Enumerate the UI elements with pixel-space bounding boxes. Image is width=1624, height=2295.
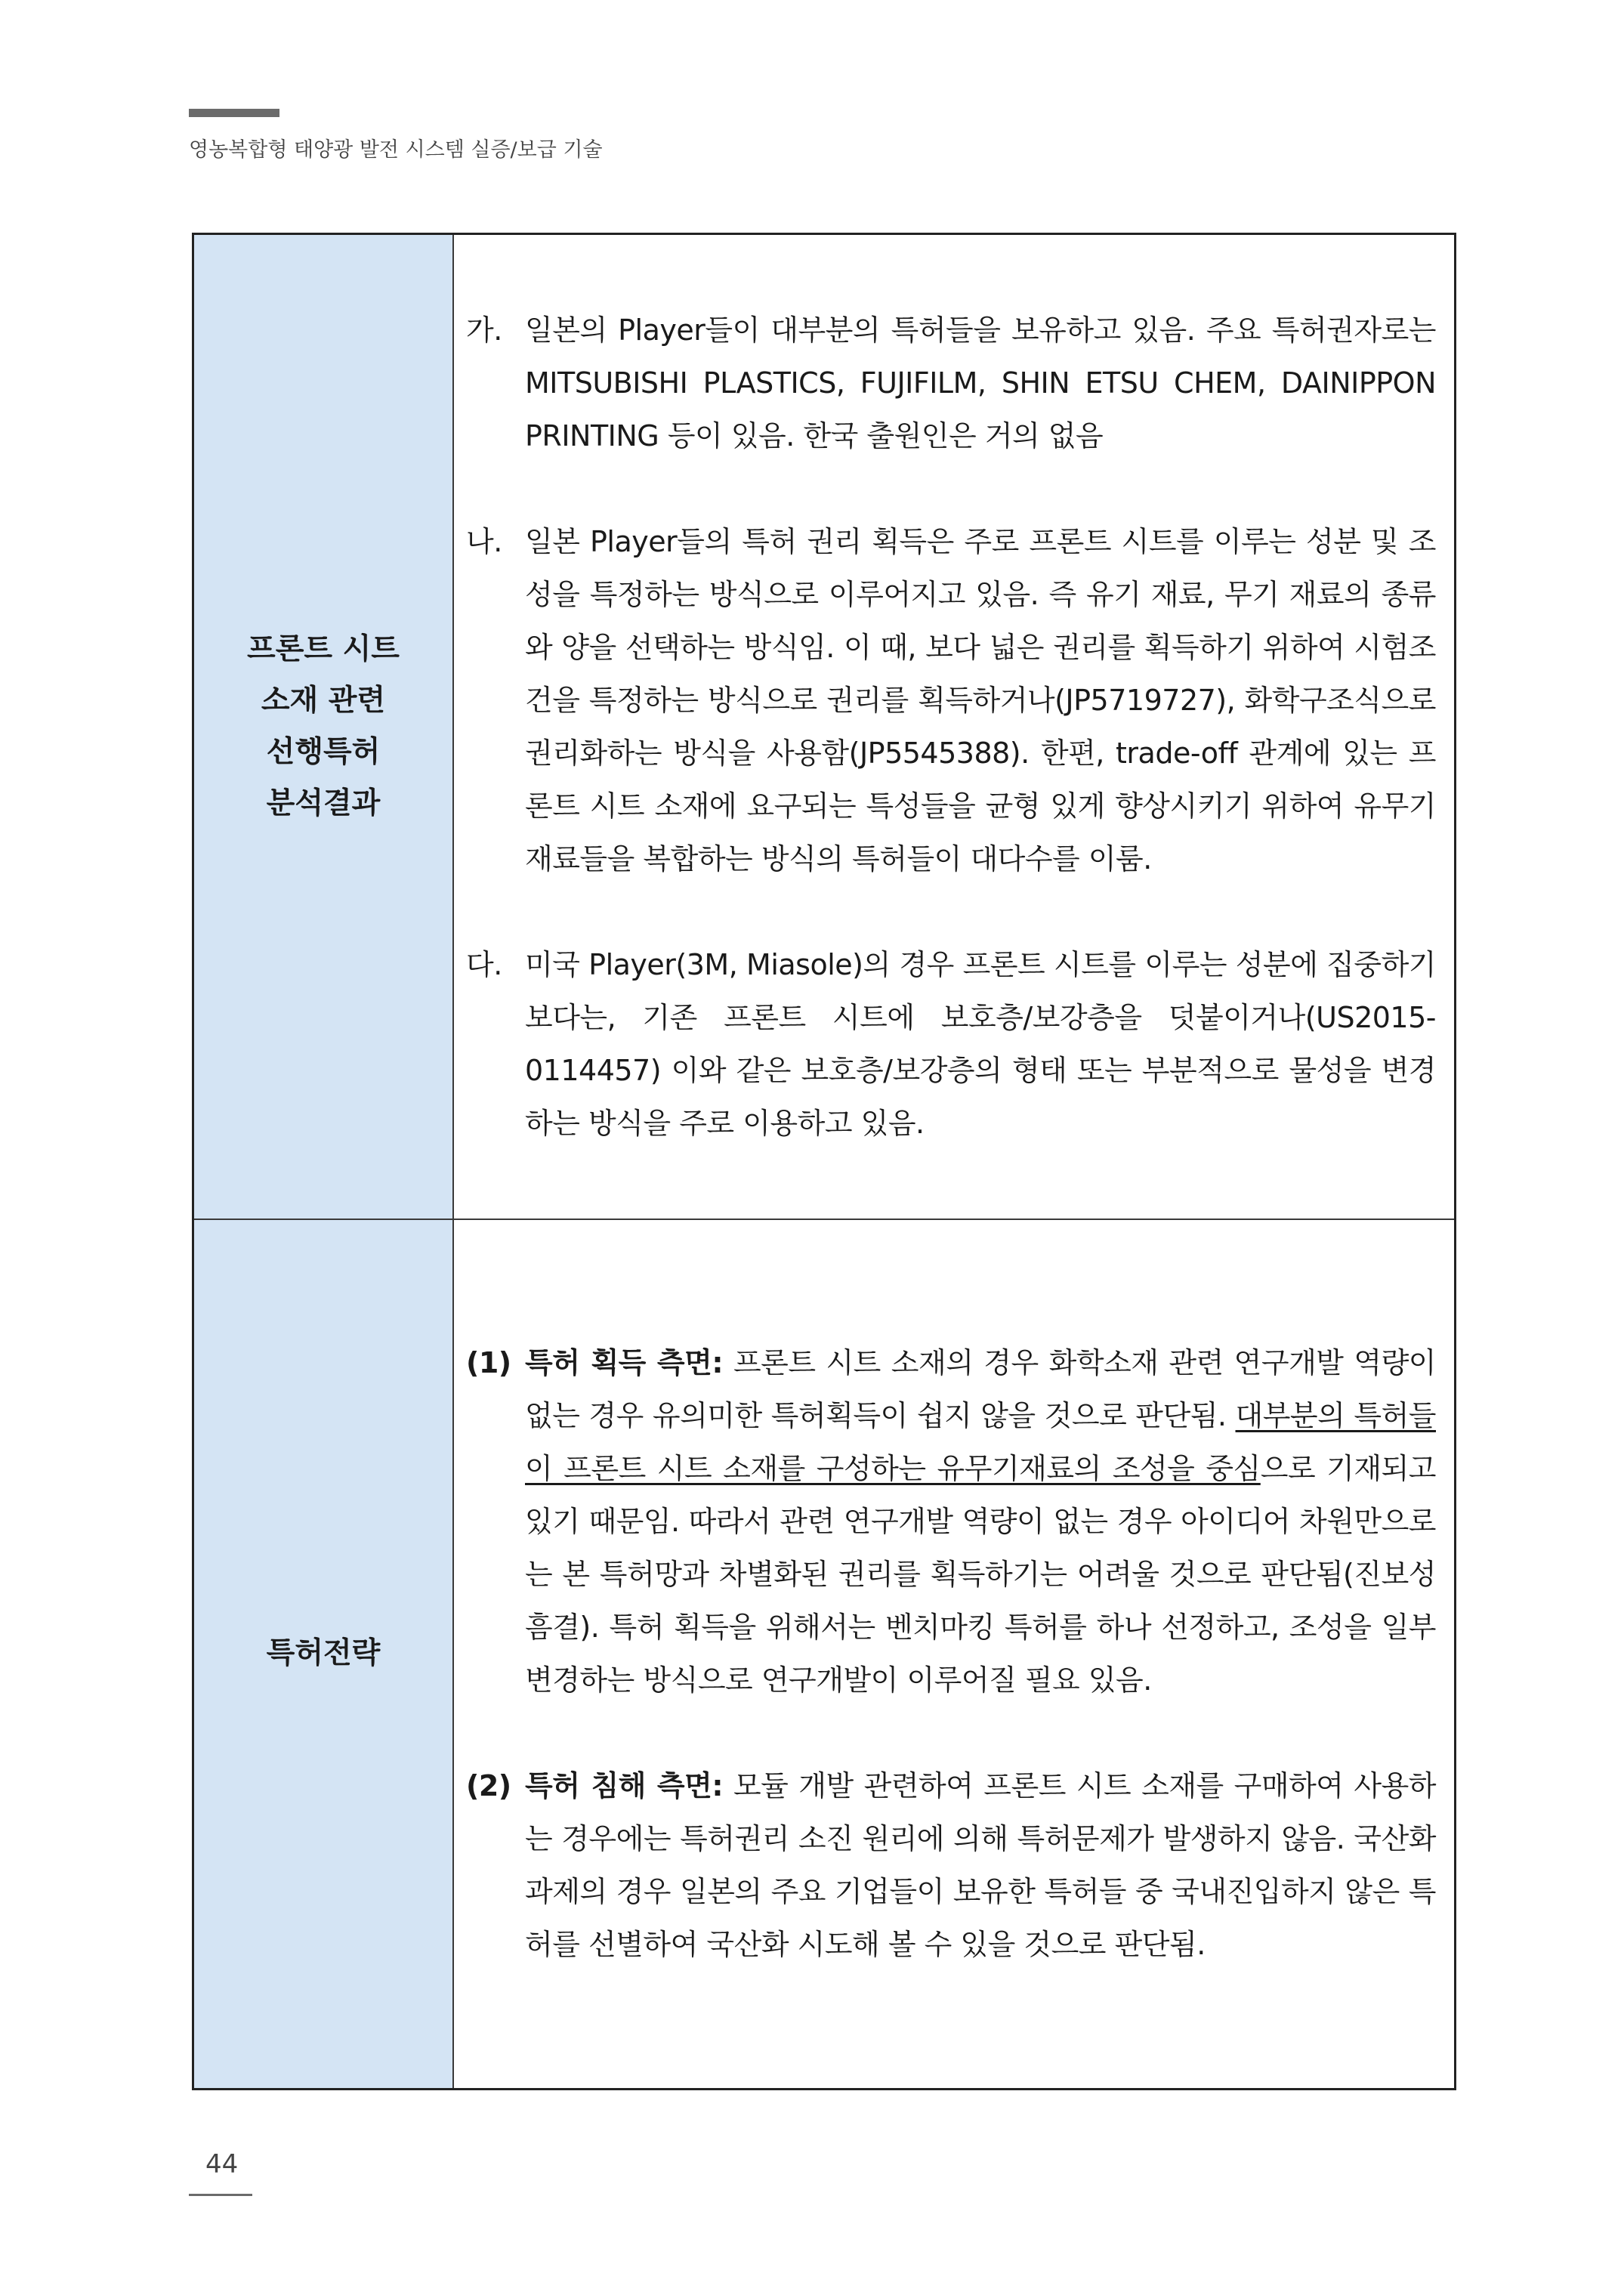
row-label-patent-strategy: 특허전략: [193, 1219, 454, 2090]
item-marker: 다.: [466, 947, 502, 981]
item-text-part: 으로 기재되고 있기 때문임. 따라서 관련 연구개발 역량이 없는 경우 아이디어 차원만으로는 본 특허망과 차별화된 권리를 획득하기는 어려울 것으로 판단됨(진보성 흠결). 특허 획득을 위해서는 벤치마킹 특허를 하나 선정하고, 조성을 일부 변경하는 방식으로 연구개발이 이루어질 필요 있음.: [525, 1452, 1436, 1697]
item-marker: (2): [466, 1769, 511, 1803]
item-heading: 특허 침해 측면:: [525, 1769, 724, 1803]
footer-rule: [189, 2194, 252, 2196]
patent-analysis-table: [192, 233, 1456, 2090]
row-label-prior-art-analysis: [193, 234, 454, 1219]
row-content-patent-strategy: [453, 1219, 1456, 2090]
item-text: [525, 1759, 1436, 1971]
strategy-item-acquisition: [466, 1336, 1436, 1707]
analysis-item-da: [466, 938, 1436, 1150]
item-text: 일본 Player들의 특허 권리 획득은 주로 프론트 시트를 이루는 성분 및 조성을 특정하는 방식으로 이루어지고 있음. 즉 유기 재료, 무기 재료의 종류와 양을 선택하는 방식임. 이 때, 보다 넓은 권리를 획득하기 위하여 시험조건을 특정하는 방식으로 권리를 획득하거나(JP5719727), 화학구조식으로 권리화하는 방식을 사용함(JP5545388). 한편, trade-off 관계에 있는 프론트 시트 소재에 요구되는 특성들을 균형 있게 향상시키기 위하여 유무기 재료들을 복합하는 방식의 특허들이 대다수를 이룸.: [525, 524, 1436, 876]
item-text: 일본의 Player들이 대부분의 특허들을 보유하고 있음. 주요 특허권자로는 MITSUBISHI PLASTICS, FUJIFILM, SHIN ETSU CHEM, DAINIPPON PRINTING 등이 있음. 한국 출원인은 거의 없음: [525, 313, 1436, 453]
header-accent-bar: [189, 109, 279, 117]
item-text-part: 모듈 개발 관련하여 프론트 시트 소재를 구매하여 사용하는 경우에는 특허권리 소진 원리에 의해 특허문제가 발생하지 않음. 국산화 과제의 경우 일본의 주요 기업들이 보유한 특허들 중 국내진입하지 않은 특허를 선별하여 국산화 시도해 볼 수 있을 것으로 판단됨.: [525, 1769, 1437, 1962]
item-marker: 나.: [466, 524, 502, 558]
analysis-item-ga: [466, 304, 1436, 462]
row-label-line: 선행특허: [266, 734, 381, 769]
strategy-item-infringement: [466, 1759, 1436, 1971]
item-text: [525, 1336, 1436, 1707]
item-text-part: 프론트 시트 소재의 경우 화학소재 관련 연구개발 역량이 없는 경우 유의미한 특허획득이 쉽지 않을 것으로 판단됨.: [525, 1346, 1437, 1433]
table-row-prior-art-analysis: [193, 234, 1456, 1219]
item-text: 미국 Player(3M, Miasole)의 경우 프론트 시트를 이루는 성분에 집중하기보다는, 기존 프론트 시트에 보호층/보강층을 덧붙이거나(US2015-0114457) 이와 같은 보호층/보강층의 형태 또는 부분적으로 물성을 변경하는 방식을 주로 이용하고 있음.: [525, 947, 1436, 1140]
row-label-line: 프론트 시트: [247, 632, 400, 666]
item-heading: 특허 획득 측면:: [525, 1346, 724, 1380]
item-marker: (1): [466, 1346, 511, 1380]
running-header: 영농복합형 태양광 발전 시스템 실증/보급 기술: [189, 138, 603, 162]
row-label-line: 소재 관련: [261, 683, 386, 718]
row-label-line: 분석결과: [266, 786, 381, 820]
underlined-text: 대부분의 특허들이 프론트 시트 소재를 구성하는 유무기재료의 조성을 중심: [525, 1399, 1436, 1486]
row-content-prior-art-analysis: [453, 234, 1456, 1219]
table-row-patent-strategy: [193, 1219, 1456, 2090]
analysis-item-na: [466, 515, 1436, 885]
page-number: 44: [205, 2149, 239, 2179]
item-marker: 가.: [466, 313, 502, 347]
